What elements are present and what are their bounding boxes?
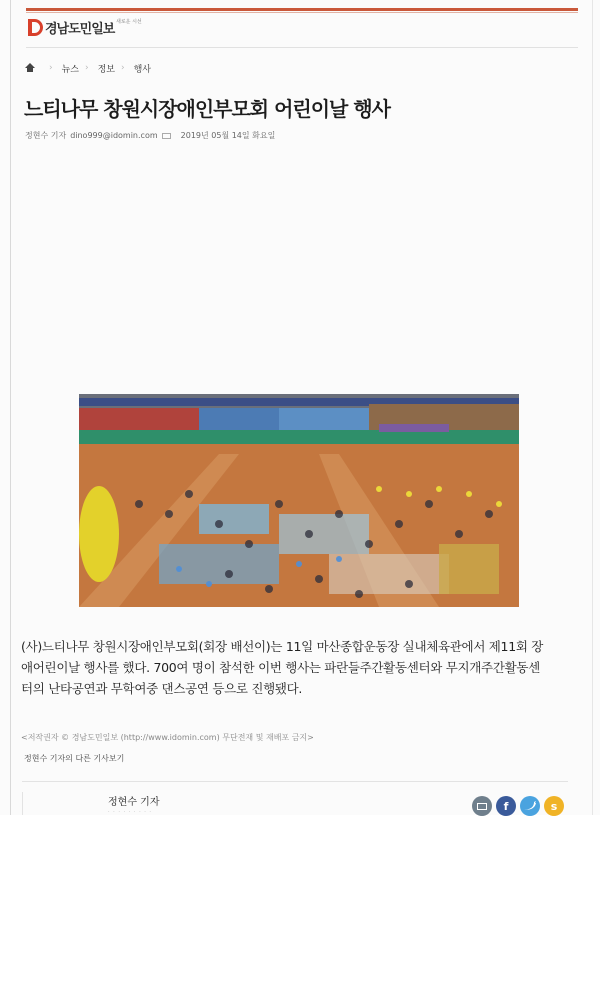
publish-date: 2019년 05월 14일 화요일 [180, 131, 276, 140]
envelope-icon [477, 803, 487, 810]
facebook-share-button[interactable] [496, 796, 516, 816]
article-body [21, 636, 577, 699]
body-line: 애어린이날 행사를 했다. 700여 명이 참석한 이번 행사는 파란들주간활동센터와 무지개주간활동센 [21, 660, 540, 675]
author-divider [22, 781, 568, 782]
copyright-notice: <저작권자 © 경남도민일보 (http://www.idomin.com) 무단전재 및 재배포 금지> [21, 733, 314, 742]
scan-edge [592, 0, 593, 815]
article-byline [25, 130, 275, 141]
facebook-icon: f [503, 799, 509, 813]
author-box-edge [22, 792, 23, 815]
breadcrumb-info[interactable]: 정보 [97, 64, 115, 75]
kakaostory-icon: s [550, 799, 558, 813]
reporter-name[interactable]: 정현수 기자 [25, 131, 67, 140]
reporter-more-articles-link[interactable]: 정현수 기자의 다른 기사보기 [24, 754, 125, 763]
chevron-right-icon: › [49, 63, 53, 73]
logo-subtitle: 새로운 시선 [116, 19, 142, 25]
logo-text: 경남도민일보 [45, 21, 115, 37]
breadcrumb-news[interactable]: 뉴스 [61, 64, 79, 75]
site-logo[interactable] [28, 17, 142, 37]
breadcrumb-event[interactable]: 행사 [133, 64, 151, 75]
article-photo [79, 394, 519, 607]
article-title: 느티나무 창원시장애인부모회 어린이날 행사 [24, 97, 390, 121]
kakaostory-share-button[interactable] [544, 796, 564, 816]
scan-edge [10, 0, 11, 815]
header-divider [26, 47, 578, 48]
logo-d-icon [28, 19, 43, 36]
twitter-bird-icon [524, 801, 536, 811]
mail-icon[interactable] [162, 133, 171, 139]
reporter-email[interactable]: dino999@idomin.com [70, 131, 158, 140]
body-line: 터의 난타공연과 무학여중 댄스공연 등으로 진행됐다. [21, 681, 303, 696]
email-share-button[interactable] [472, 796, 492, 816]
author-box-name[interactable]: 정현수 기자 [108, 797, 160, 808]
home-icon[interactable] [25, 63, 35, 73]
header-accent-line [26, 12, 578, 13]
chevron-right-icon: › [121, 63, 125, 73]
header-accent-bar [26, 8, 578, 11]
breadcrumb [25, 61, 151, 75]
body-line: (사)느티나무 창원시장애인부모회(회장 배선이)는 11일 마산종합운동장 실내체육관에서 제11회 장 [21, 639, 544, 654]
twitter-share-button[interactable] [520, 796, 540, 816]
gym-event-photo [79, 394, 519, 607]
chevron-right-icon: › [85, 63, 89, 73]
author-box-detail: · · · · · · · · · [108, 809, 153, 815]
